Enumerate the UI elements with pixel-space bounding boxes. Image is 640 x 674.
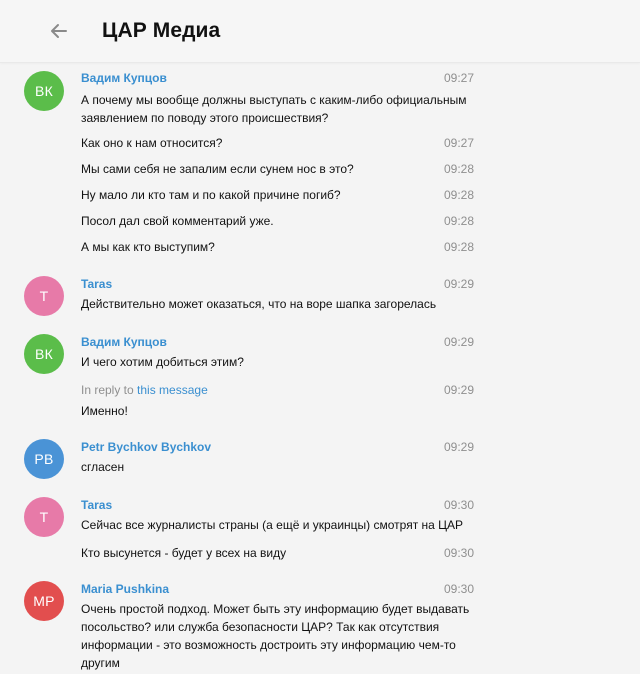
- avatar[interactable]: T: [24, 497, 64, 537]
- sender-name[interactable]: Petr Bychkov Bychkov: [81, 440, 212, 454]
- message-time: 09:28: [443, 214, 474, 228]
- message-time: 09:29: [443, 440, 474, 454]
- avatar[interactable]: PB: [24, 439, 64, 479]
- message-time: 09:28: [443, 162, 474, 176]
- sender-name[interactable]: Вадим Купцов: [81, 335, 167, 349]
- sender-name[interactable]: Вадим Купцов: [81, 71, 167, 85]
- avatar[interactable]: MP: [24, 581, 64, 621]
- chat-title: ЦАР Медиа: [102, 19, 221, 42]
- reply-link[interactable]: this message: [137, 383, 208, 397]
- message-time: 09:29: [443, 335, 474, 349]
- message-time: 09:28: [443, 188, 474, 202]
- message-time: 09:30: [443, 498, 474, 512]
- sender-name[interactable]: Taras: [81, 277, 113, 291]
- chat-header: [0, 0, 640, 63]
- message-text: Как оно к нам относится?: [81, 136, 223, 150]
- message-time: 09:27: [443, 136, 474, 150]
- reply-prefix: In reply to: [81, 383, 134, 397]
- message-text: А почему мы вообще должны выступать с каким-либо официальным заявлением по поводу этого происшествия?: [81, 93, 467, 125]
- avatar[interactable]: T: [24, 276, 64, 316]
- message-text: И чего хотим добиться этим?: [81, 355, 244, 369]
- message-text: Кто высунется - будет у всех на виду: [81, 546, 287, 560]
- message-text: Мы сами себя не запалим если сунем нос в это?: [81, 162, 354, 176]
- message-text: А мы как кто выступим?: [81, 240, 215, 254]
- message-time: 09:28: [443, 240, 474, 254]
- back-button[interactable]: [44, 18, 74, 44]
- message-text: Ну мало ли кто там и по какой причине погиб?: [81, 188, 341, 202]
- message-text: Очень простой подход. Может быть эту информацию будет выдавать посольство? или служба безопасности ЦАР? Так как отсутствия информации - это возможность достроить эту информацию чем-то другим: [81, 602, 470, 670]
- reply-indicator: [81, 383, 208, 397]
- message-time: 09:29: [443, 277, 474, 291]
- avatar[interactable]: ВК: [24, 334, 64, 374]
- message-time: 09:27: [443, 71, 474, 85]
- message-text: сгласен: [81, 460, 125, 474]
- message-time: 09:29: [443, 383, 474, 397]
- message-text: Действительно может оказаться, что на воре шапка загорелась: [81, 297, 437, 311]
- message-text: Посол дал свой комментарий уже.: [81, 214, 274, 228]
- message-time: 09:30: [443, 582, 474, 596]
- sender-name[interactable]: Taras: [81, 498, 113, 512]
- sender-name[interactable]: Maria Pushkina: [81, 582, 170, 596]
- message-text: Именно!: [81, 404, 128, 418]
- message-text: Сейчас все журналисты страны (а ещё и украинцы) смотрят на ЦАР: [81, 518, 464, 532]
- arrow-left-icon: [44, 18, 74, 44]
- message-time: 09:30: [443, 546, 474, 560]
- avatar[interactable]: ВК: [24, 71, 64, 111]
